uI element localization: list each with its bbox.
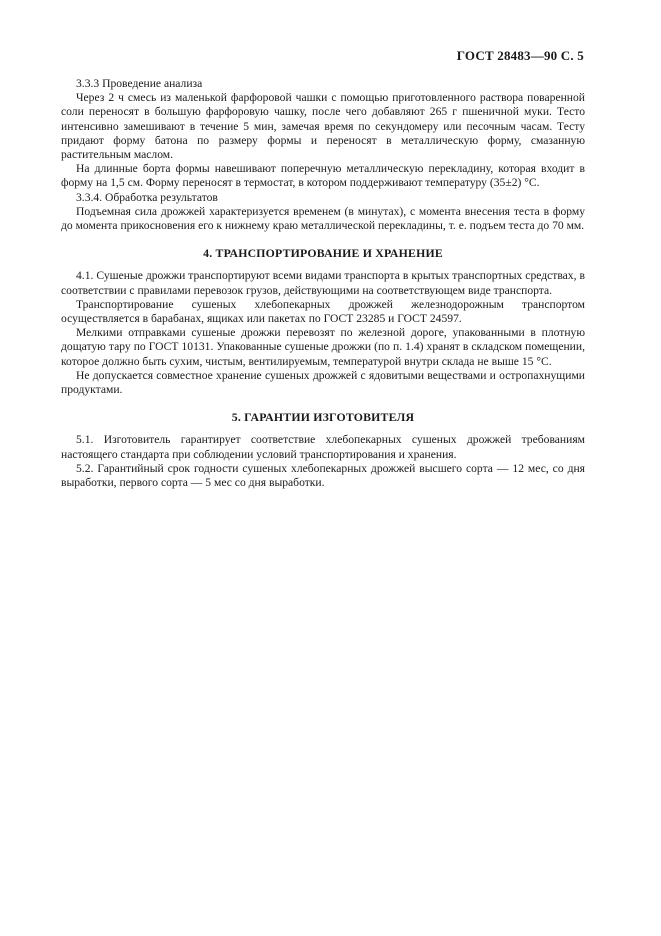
page-header: ГОСТ 28483—90 С. 5	[456, 48, 584, 63]
paragraph: Через 2 ч смесь из маленькой фарфоровой чашки с помощью приготовленного раствора поваренной соли переносят в большую фарфоровую чашку, после чего добавляют 265 г пшеничной муки. Тесто интенсивно замешивают в течение 5 мин, замечая время по секундомеру или песочным часам. Тесту придают форму батона по размеру формы и переносят в металлическую форму, смазанную растительным маслом.	[61, 91, 585, 162]
paragraph: На длинные борта формы навешивают поперечную металлическую перекладину, которая входит в форму на 1,5 см. Форму переносят в термостат, в котором поддерживают температуру (35±2) °С.	[61, 162, 585, 190]
section-title-4: 4. ТРАНСПОРТИРОВАНИЕ И ХРАНЕНИЕ	[203, 246, 443, 261]
paragraph: Подъемная сила дрожжей характеризуется временем (в минутах), с момента внесения теста в форму до момента прикосновения его к нижнему краю металлической перекладины, т. е. подъем теста до 70 мм.	[61, 204, 585, 233]
subsection-heading-3-3-3: 3.3.3 Проведение анализа	[76, 77, 203, 90]
paragraph: Не допускается совместное хранение сушеных дрожжей с ядовитыми веществами и остропахнущими продуктами.	[61, 368, 585, 397]
subsection-heading-3-3-4: 3.3.4. Обработка результатов	[76, 190, 218, 204]
paragraph: 4.1. Сушеные дрожжи транспортируют всеми видами транспорта в крытых транспортных средствах, в соответствии с правилами перевозок грузов, действующими на соответствующем виде транспорта.	[61, 269, 585, 297]
paragraph: 5.1. Изготовитель гарантирует соответствие хлебопекарных сушеных дрожжей требованиям настоящего стандарта при соблюдении условий транспортирования и хранения.	[61, 433, 585, 461]
paragraph: Транспортирование сушеных хлебопекарных дрожжей железнодорожным транспортом осуществляется в барабанах, ящиках или пакетах по ГОСТ 23285 и ГОСТ 24597.	[61, 297, 585, 326]
paragraph: Мелкими отправками сушеные дрожжи перевозят по железной дороге, упакованными в плотную дощатую тару по ГОСТ 10131. Упакованные сушеные дрожжи (по п. 1.4) хранят в складском помещении, которое должно быть сухим, чистым, вентилируемым, температурой внутри склада не выше 15 °С.	[61, 326, 585, 368]
paragraph: 5.2. Гарантийный срок годности сушеных хлебопекарных дрожжей высшего сорта — 12 мес, со дня выработки, первого сорта — 5 мес со дня выработки.	[61, 461, 585, 490]
document-body	[61, 77, 585, 490]
section-title-5: 5. ГАРАНТИИ ИЗГОТОВИТЕЛЯ	[231, 410, 415, 425]
